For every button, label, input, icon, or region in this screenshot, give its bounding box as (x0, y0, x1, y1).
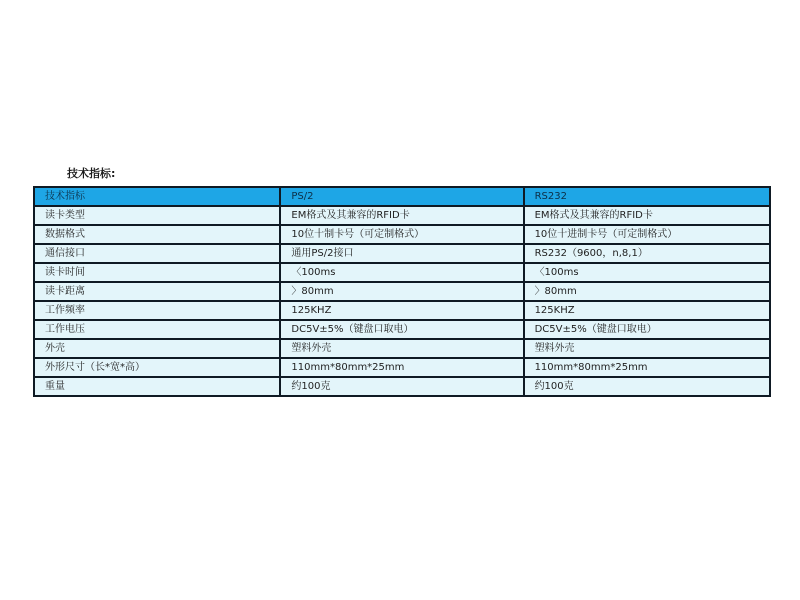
table-row (34, 282, 770, 301)
table-row (34, 358, 770, 377)
table-row (34, 339, 770, 358)
row-rs232-value: 110mm*80mm*25mm (524, 358, 770, 377)
row-ps2-value: 10位十制卡号（可定制格式） (280, 225, 523, 244)
row-label: 数据格式 (34, 225, 280, 244)
row-rs232-value: 塑料外壳 (524, 339, 770, 358)
row-label: 外壳 (34, 339, 280, 358)
row-rs232-value: EM格式及其兼容的RFID卡 (524, 206, 770, 225)
row-rs232-value: 125KHZ (524, 301, 770, 320)
row-label: 重量 (34, 377, 280, 396)
row-rs232-value: 〈100ms (524, 263, 770, 282)
row-ps2-value: 〈100ms (280, 263, 523, 282)
row-ps2-value: EM格式及其兼容的RFID卡 (280, 206, 523, 225)
table-row (34, 377, 770, 396)
row-label: 读卡类型 (34, 206, 280, 225)
row-ps2-value: 〉80mm (280, 282, 523, 301)
row-rs232-value: RS232（9600，n,8,1） (524, 244, 770, 263)
table-row (34, 320, 770, 339)
spec-table (33, 186, 771, 397)
header-cell-rs232: RS232 (524, 187, 770, 206)
row-rs232-value: 〉80mm (524, 282, 770, 301)
section-title: 技术指标: (67, 167, 116, 180)
row-label: 读卡时间 (34, 263, 280, 282)
row-ps2-value: 通用PS/2接口 (280, 244, 523, 263)
row-label: 通信接口 (34, 244, 280, 263)
row-label: 读卡距离 (34, 282, 280, 301)
row-ps2-value: DC5V±5%（键盘口取电） (280, 320, 523, 339)
row-ps2-value: 125KHZ (280, 301, 523, 320)
table-row (34, 225, 770, 244)
row-rs232-value: 10位十进制卡号（可定制格式） (524, 225, 770, 244)
table-row (34, 263, 770, 282)
table-row (34, 206, 770, 225)
row-label: 外形尺寸（长*宽*高） (34, 358, 280, 377)
table-row (34, 244, 770, 263)
row-rs232-value: 约100克 (524, 377, 770, 396)
row-ps2-value: 约100克 (280, 377, 523, 396)
row-label: 工作频率 (34, 301, 280, 320)
header-cell-spec: 技术指标 (34, 187, 280, 206)
row-ps2-value: 110mm*80mm*25mm (280, 358, 523, 377)
table-row (34, 301, 770, 320)
row-ps2-value: 塑料外壳 (280, 339, 523, 358)
header-cell-ps2: PS/2 (280, 187, 523, 206)
row-rs232-value: DC5V±5%（键盘口取电） (524, 320, 770, 339)
row-label: 工作电压 (34, 320, 280, 339)
table-header-row (34, 187, 770, 206)
